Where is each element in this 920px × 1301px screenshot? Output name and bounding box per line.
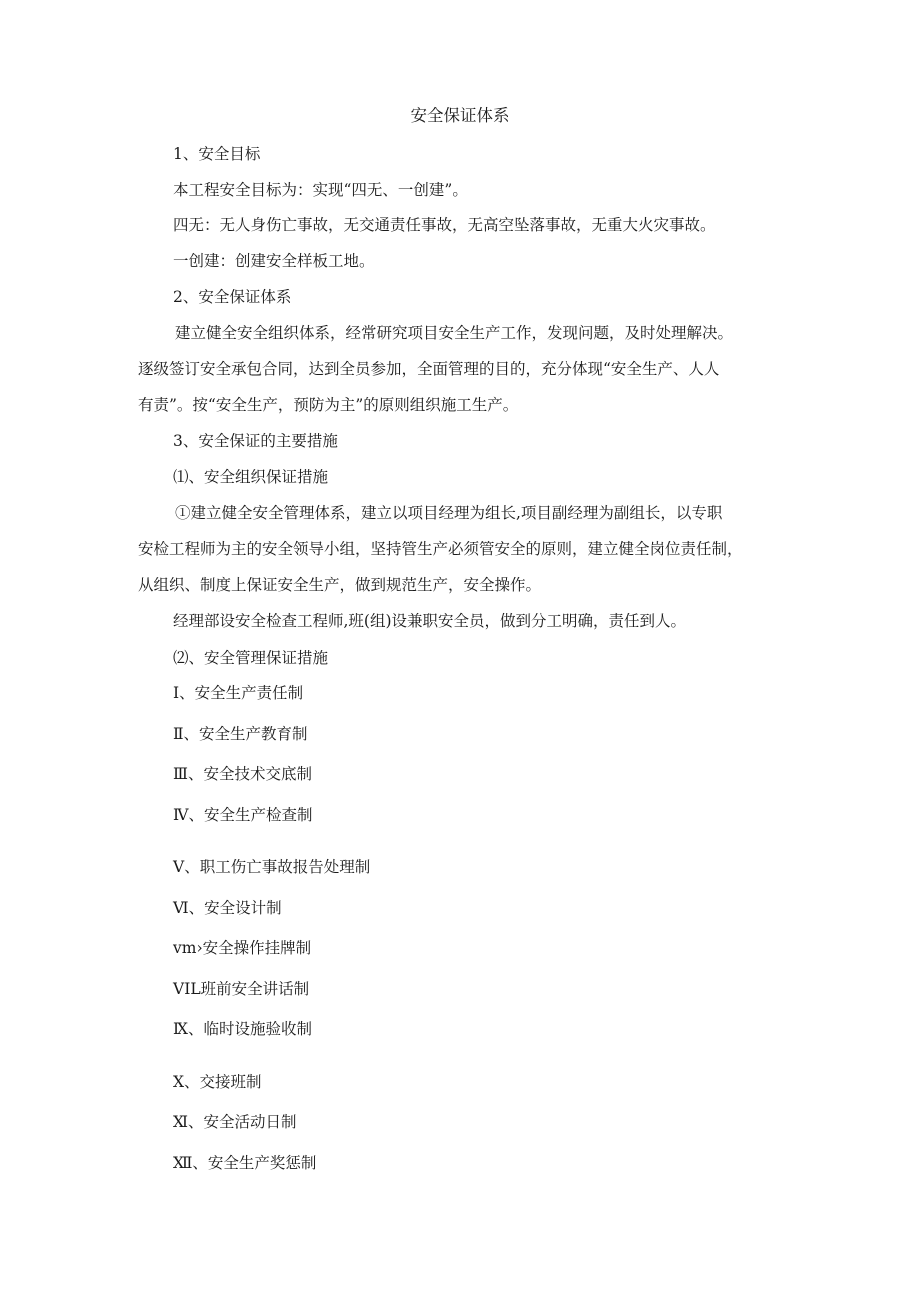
page-title: 安全保证体系 (410, 106, 510, 125)
paragraph: 四无：无人身伤亡事故，无交通责任事故，无高空坠落事故，无重大火灾事故。 (173, 216, 716, 234)
list-item: Ⅻ、安全生产奖惩制 (173, 1154, 317, 1172)
section-3-heading: 3、安全保证的主要措施 (173, 432, 338, 450)
list-item: Ⅵ、安全设计制 (173, 899, 282, 917)
list-item: Ⅸ、临时设施验收制 (173, 1020, 312, 1038)
list-item: vm›安全操作挂牌制 (173, 939, 312, 957)
list-item: Ⅲ、安全技术交底制 (173, 765, 312, 783)
list-item: Ⅺ、安全活动日制 (173, 1113, 297, 1131)
subsection-heading: ⑴、安全组织保证措施 (173, 468, 329, 486)
paragraph-line: ①建立健全安全管理体系，建立以项目经理为组长,项目副经理为副组长，以专职 (175, 504, 723, 522)
subsection-heading: ⑵、安全管理保证措施 (173, 649, 329, 667)
paragraph-line: 安检工程师为主的安全领导小组，坚持管生产必须管安全的原则，建立健全岗位责任制， (138, 540, 743, 558)
section-1-heading: 1、安全目标 (173, 145, 261, 163)
paragraph-line: 从组织、制度上保证安全生产，做到规范生产，安全操作。 (138, 576, 542, 594)
list-item: Ⅹ、交接班制 (173, 1073, 262, 1091)
list-item: Ⅰ、安全生产责任制 (173, 684, 304, 702)
list-item: Ⅴ、职工伤亡事故报告处理制 (173, 858, 371, 876)
list-item: VIL班前安全讲话制 (173, 980, 310, 998)
paragraph: 本工程安全目标为：实现“四无、一创建”。 (173, 181, 468, 199)
paragraph: 一创建：创建安全样板工地。 (173, 252, 375, 270)
paragraph-line: 有责”。按“安全生产，预防为主”的原则组织施工生产。 (138, 396, 519, 414)
section-2-heading: 2、安全保证体系 (173, 288, 292, 306)
paragraph-line: 逐级签订安全承包合同，达到全员参加，全面管理的目的，充分体现“安全生产、人人 (138, 360, 720, 378)
paragraph: 经理部设安全检查工程师,班(组)设兼职安全员，做到分工明确，责任到人。 (173, 612, 687, 630)
list-item: Ⅳ、安全生产检查制 (173, 806, 313, 824)
paragraph-line: 建立健全安全组织体系，经常研究项目安全生产工作，发现问题，及时处理解决。 (175, 324, 734, 342)
list-item: Ⅱ、安全生产教育制 (173, 725, 308, 743)
